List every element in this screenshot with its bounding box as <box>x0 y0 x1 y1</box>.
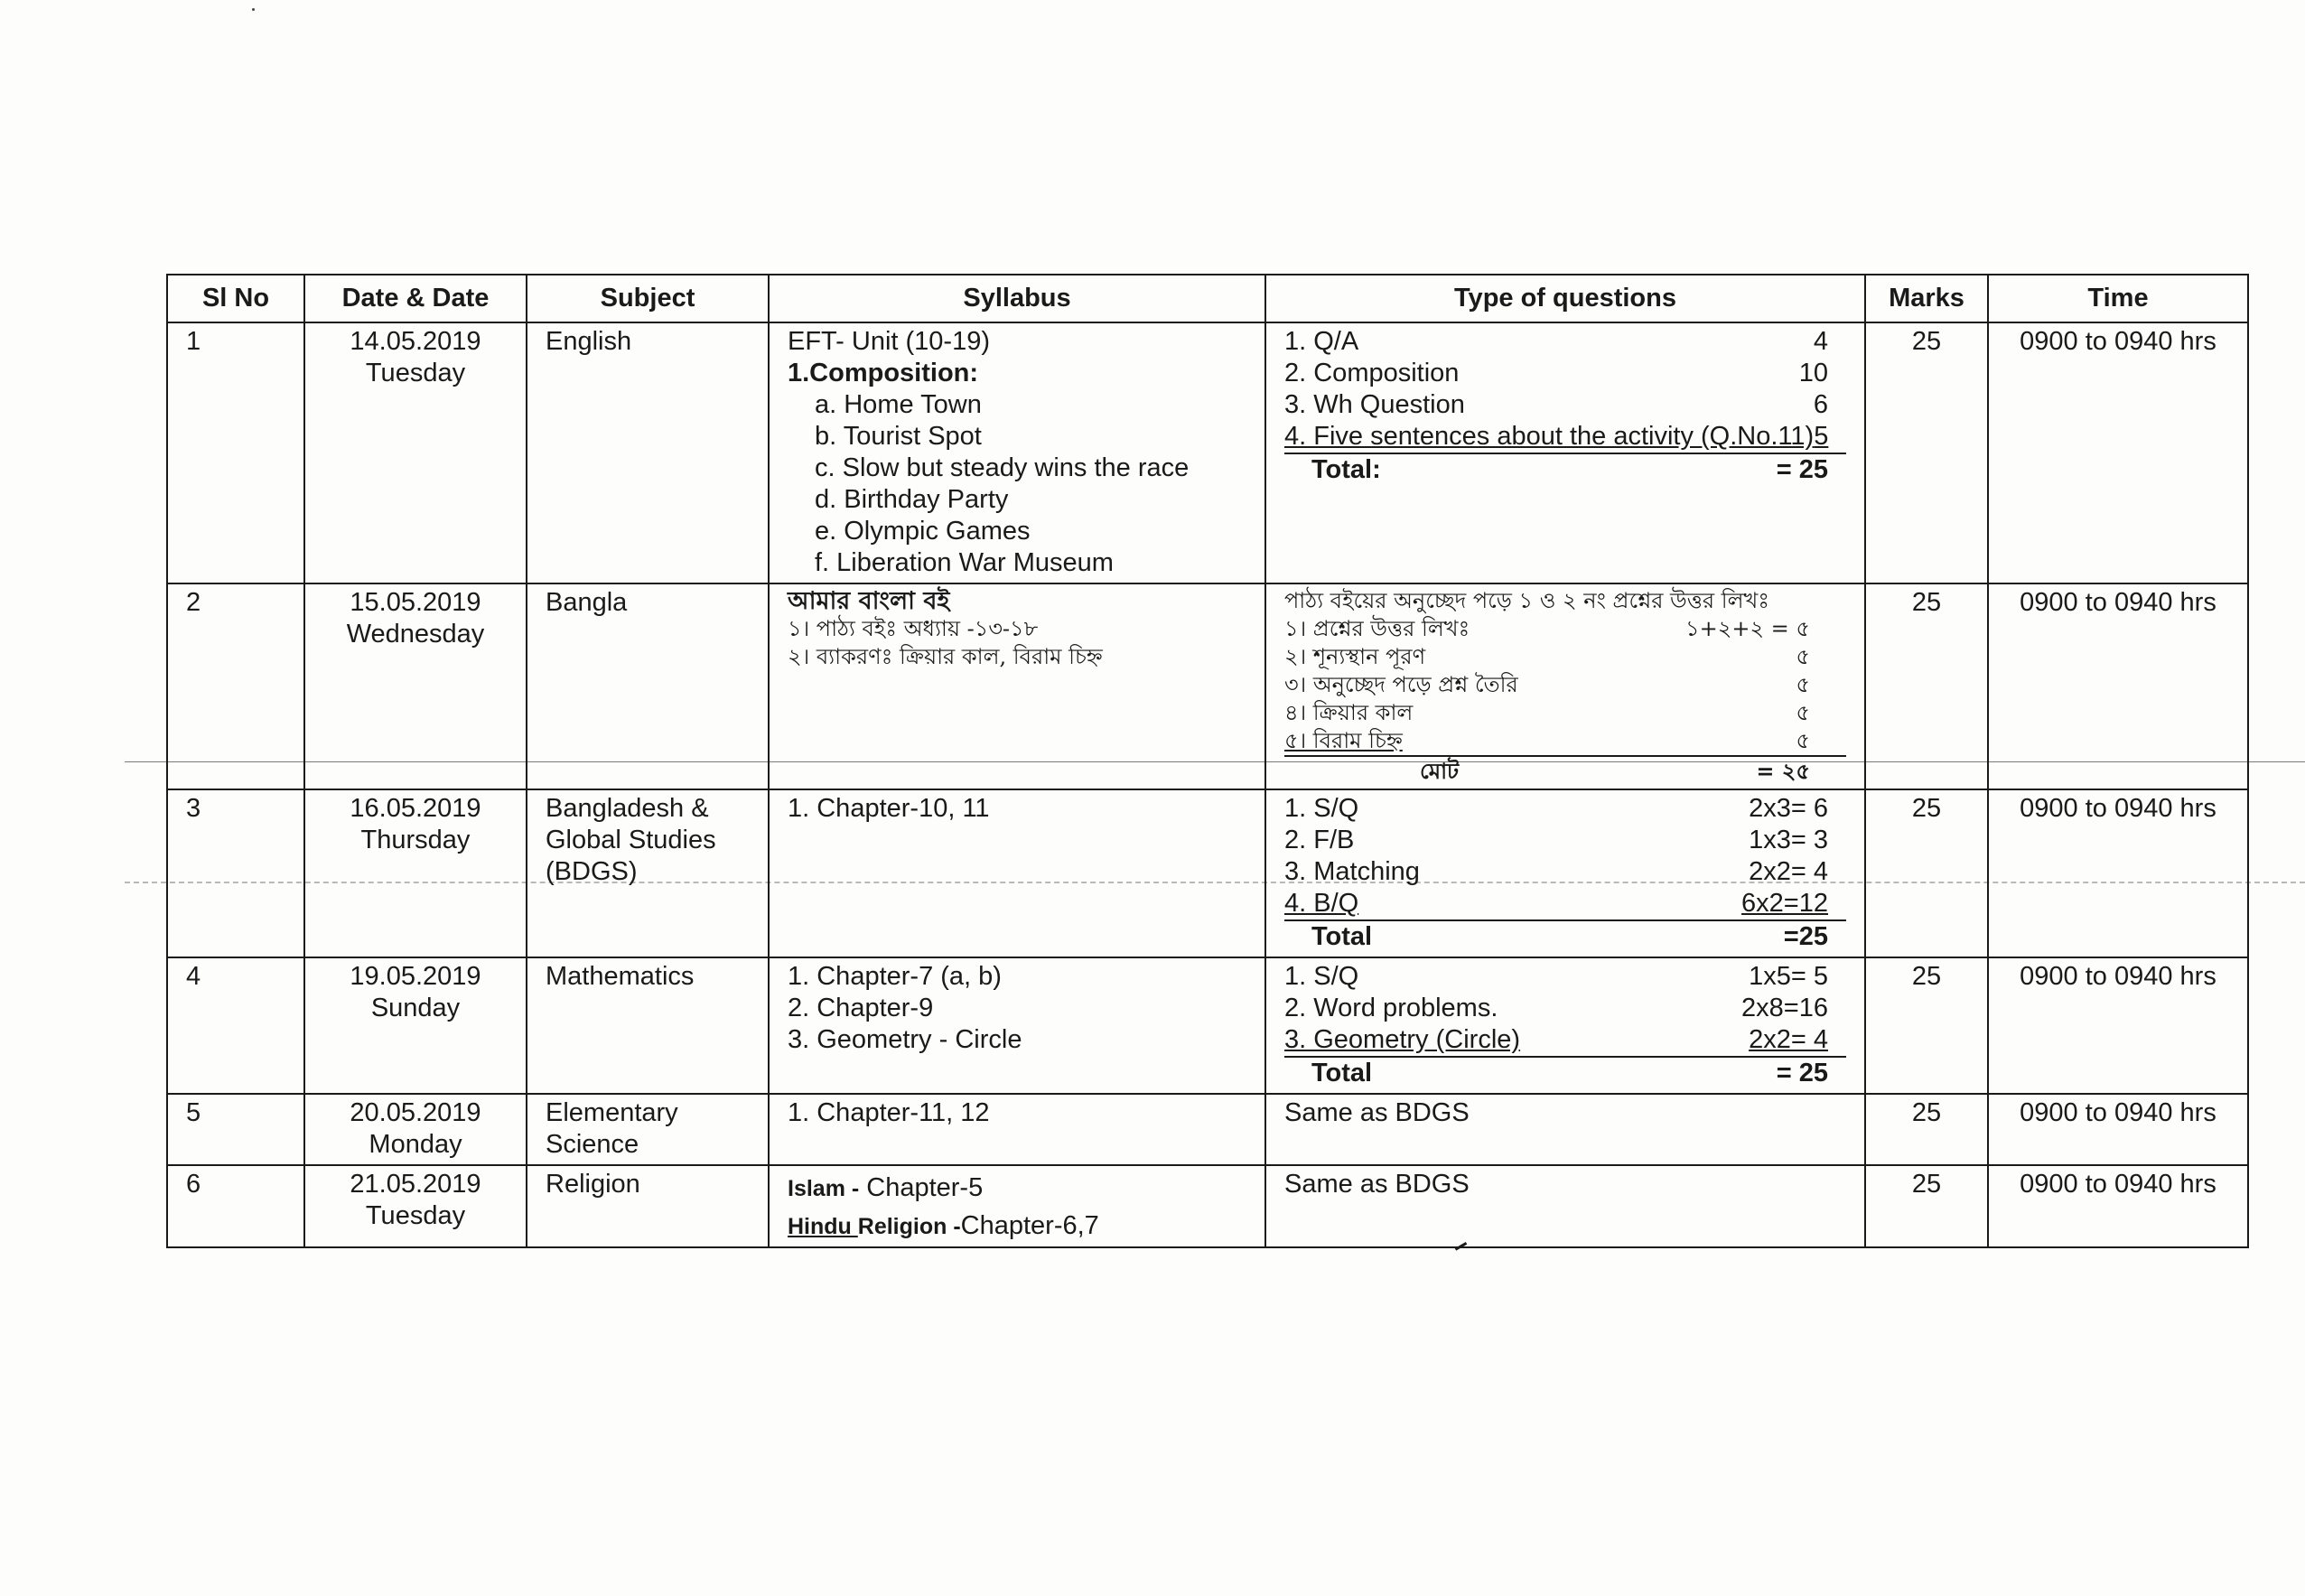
sl-no: 2 <box>167 583 304 789</box>
marks: 25 <box>1865 957 1988 1094</box>
syllabus-item: 1. Chapter-7 (a, b) <box>788 962 1002 991</box>
date: 21.05.2019 <box>350 1170 481 1199</box>
question-total: Total = 25 <box>1284 1056 1846 1089</box>
time: 0900 to 0940 hrs <box>1988 957 2248 1094</box>
syllabus-item: d. Birthday Party <box>815 485 1009 514</box>
date-cell <box>304 1094 527 1165</box>
header-time: Time <box>1988 275 2248 322</box>
subject-cell <box>527 322 769 583</box>
syllabus-item: 1. Chapter-11, 12 <box>788 1098 990 1127</box>
subject-line: Science <box>546 1130 639 1159</box>
marks: 25 <box>1865 583 1988 789</box>
subject-line: Bangladesh & <box>546 794 709 823</box>
subject-cell <box>527 1165 769 1247</box>
subject-line: Religion <box>546 1170 640 1199</box>
questions-cell <box>1265 1094 1865 1165</box>
day: Thursday <box>360 826 471 854</box>
marks: 25 <box>1865 322 1988 583</box>
date-cell <box>304 322 527 583</box>
table-row <box>167 789 2248 957</box>
subject-line: Elementary <box>546 1098 678 1127</box>
header-type-of-questions: Type of questions <box>1265 275 1865 322</box>
syllabus-item: 2. Chapter-9 <box>788 994 934 1022</box>
sl-no: 4 <box>167 957 304 1094</box>
day: Tuesday <box>365 1201 466 1230</box>
question-item: 2. Composition 10 <box>1284 359 1828 387</box>
subject-line: Global Studies <box>546 826 716 854</box>
syllabus-cell <box>769 1094 1265 1165</box>
question-item: ৪। ক্রিয়ার কাল ৫ <box>1284 700 1810 725</box>
time: 0900 to 0940 hrs <box>1988 789 2248 957</box>
question-total: মোট = ২৫ <box>1284 755 1846 785</box>
sl-no: 3 <box>167 789 304 957</box>
time: 0900 to 0940 hrs <box>1988 583 2248 789</box>
marks: 25 <box>1865 1165 1988 1247</box>
syllabus-item: a. Home Town <box>815 390 982 419</box>
day: Sunday <box>370 994 461 1022</box>
syllabus-item: c. Slow but steady wins the race <box>815 453 1190 482</box>
date: 20.05.2019 <box>350 1098 481 1127</box>
syllabus-intro: আমার বাংলা বই <box>788 587 950 615</box>
questions-cell <box>1265 583 1865 789</box>
questions-cell <box>1265 789 1865 957</box>
header-syllabus: Syllabus <box>769 275 1265 322</box>
subject-cell <box>527 583 769 789</box>
time: 0900 to 0940 hrs <box>1988 1165 2248 1247</box>
table-row <box>167 1094 2248 1165</box>
date: 14.05.2019 <box>350 327 481 356</box>
sl-no: 6 <box>167 1165 304 1247</box>
question-item: 2. Word problems. 2x8=16 <box>1284 994 1828 1022</box>
marks: 25 <box>1865 1094 1988 1165</box>
date: 19.05.2019 <box>350 962 481 991</box>
date: 15.05.2019 <box>350 588 481 617</box>
day: Tuesday <box>365 359 466 387</box>
syllabus-cell <box>769 1165 1265 1247</box>
syllabus-item: ১। পাঠ্য বইঃ অধ্যায় -১৩-১৮ <box>788 616 1039 641</box>
syllabus-intro: EFT- Unit (10-19) <box>788 327 990 356</box>
questions-cell <box>1265 1165 1865 1247</box>
time: 0900 to 0940 hrs <box>1988 322 2248 583</box>
syllabus-cell <box>769 583 1265 789</box>
syllabus-item: 3. Geometry - Circle <box>788 1025 1022 1054</box>
table-row <box>167 957 2248 1094</box>
question-item: 1. S/Q 1x5= 5 <box>1284 962 1828 991</box>
day: Monday <box>369 1130 462 1159</box>
question-item: ৫। বিরাম চিহ্ন ৫ <box>1284 728 1810 753</box>
question-item: ৩। অনুচ্ছেদ পড়ে প্রশ্ন তৈরি ৫ <box>1284 672 1810 697</box>
subject-line: English <box>546 327 632 356</box>
date-cell <box>304 583 527 789</box>
syllabus-item: f. Liberation War Museum <box>815 548 1114 577</box>
subject-cell <box>527 789 769 957</box>
header-date: Date & Date <box>304 275 527 322</box>
syllabus-item: b. Tourist Spot <box>815 422 982 451</box>
date-cell <box>304 957 527 1094</box>
question-item: ২। শূন্যস্থান পূরণ ৫ <box>1284 644 1810 669</box>
header-sl-no: Sl No <box>167 275 304 322</box>
syllabus-item: e. Olympic Games <box>815 517 1031 546</box>
date-cell <box>304 789 527 957</box>
date-cell <box>304 1165 527 1247</box>
question-total: Total: = 25 <box>1284 453 1846 486</box>
question-total: Total =25 <box>1284 919 1846 953</box>
question-item: 4. B/Q 6x2=12 <box>1284 889 1828 918</box>
question-item: 1. Q/A 4 <box>1284 327 1828 356</box>
question-item: 3. Matching 2x2= 4 <box>1284 857 1828 886</box>
questions-cell <box>1265 322 1865 583</box>
questions-intro: পাঠ্য বইয়ের অনুচ্ছেদ পড়ে ১ ও ২ নং প্রশ্নের উত্তর লিখঃ <box>1284 588 1770 613</box>
day: Wednesday <box>346 620 485 649</box>
syllabus-item: ২। ব্যাকরণঃ ক্রিয়ার কাল, বিরাম চিহ্ন <box>788 644 1103 669</box>
table-row <box>167 583 2248 789</box>
exam-schedule-table <box>166 274 2249 1248</box>
header-marks: Marks <box>1865 275 1988 322</box>
question-item: 3. Wh Question 6 <box>1284 390 1828 419</box>
question-item: ১। প্রশ্নের উত্তর লিখঃ ১+২+২ = ৫ <box>1284 616 1810 641</box>
sl-no: 1 <box>167 322 304 583</box>
questions-text: Same as BDGS <box>1284 1098 1470 1127</box>
subject-line: (BDGS) <box>546 857 638 886</box>
check-mark-icon <box>1451 1234 1468 1250</box>
syllabus-cell <box>769 322 1265 583</box>
syllabus-heading: 1.Composition: <box>788 359 979 387</box>
subject-line: Bangla <box>546 588 628 617</box>
subject-line: Mathematics <box>546 962 695 991</box>
question-item: 4. Five sentences about the activity (Q.No.11) 5 <box>1284 422 1829 451</box>
header-subject: Subject <box>527 275 769 322</box>
marks: 25 <box>1865 789 1988 957</box>
sl-no: 5 <box>167 1094 304 1165</box>
syllabus-item: 1. Chapter-10, 11 <box>788 794 990 823</box>
time: 0900 to 0940 hrs <box>1988 1094 2248 1165</box>
question-item: 3. Geometry (Circle) 2x2= 4 <box>1284 1025 1828 1054</box>
question-item: 1. S/Q 2x3= 6 <box>1284 794 1828 823</box>
table-row <box>167 1165 2248 1247</box>
exam-schedule-sheet <box>166 274 2247 1248</box>
syllabus-cell <box>769 957 1265 1094</box>
subject-cell <box>527 1094 769 1165</box>
subject-cell <box>527 957 769 1094</box>
syllabus-hindu: Hindu Religion -Chapter-6,7 <box>788 1211 1099 1240</box>
questions-text: Same as BDGS <box>1284 1170 1470 1199</box>
syllabus-islam: Islam - Chapter-5 <box>788 1173 984 1202</box>
date: 16.05.2019 <box>350 794 481 823</box>
question-item: 2. F/B 1x3= 3 <box>1284 826 1828 854</box>
questions-cell <box>1265 957 1865 1094</box>
header-row <box>167 275 2248 322</box>
table-row <box>167 322 2248 583</box>
scan-speck <box>252 8 255 11</box>
syllabus-cell <box>769 789 1265 957</box>
